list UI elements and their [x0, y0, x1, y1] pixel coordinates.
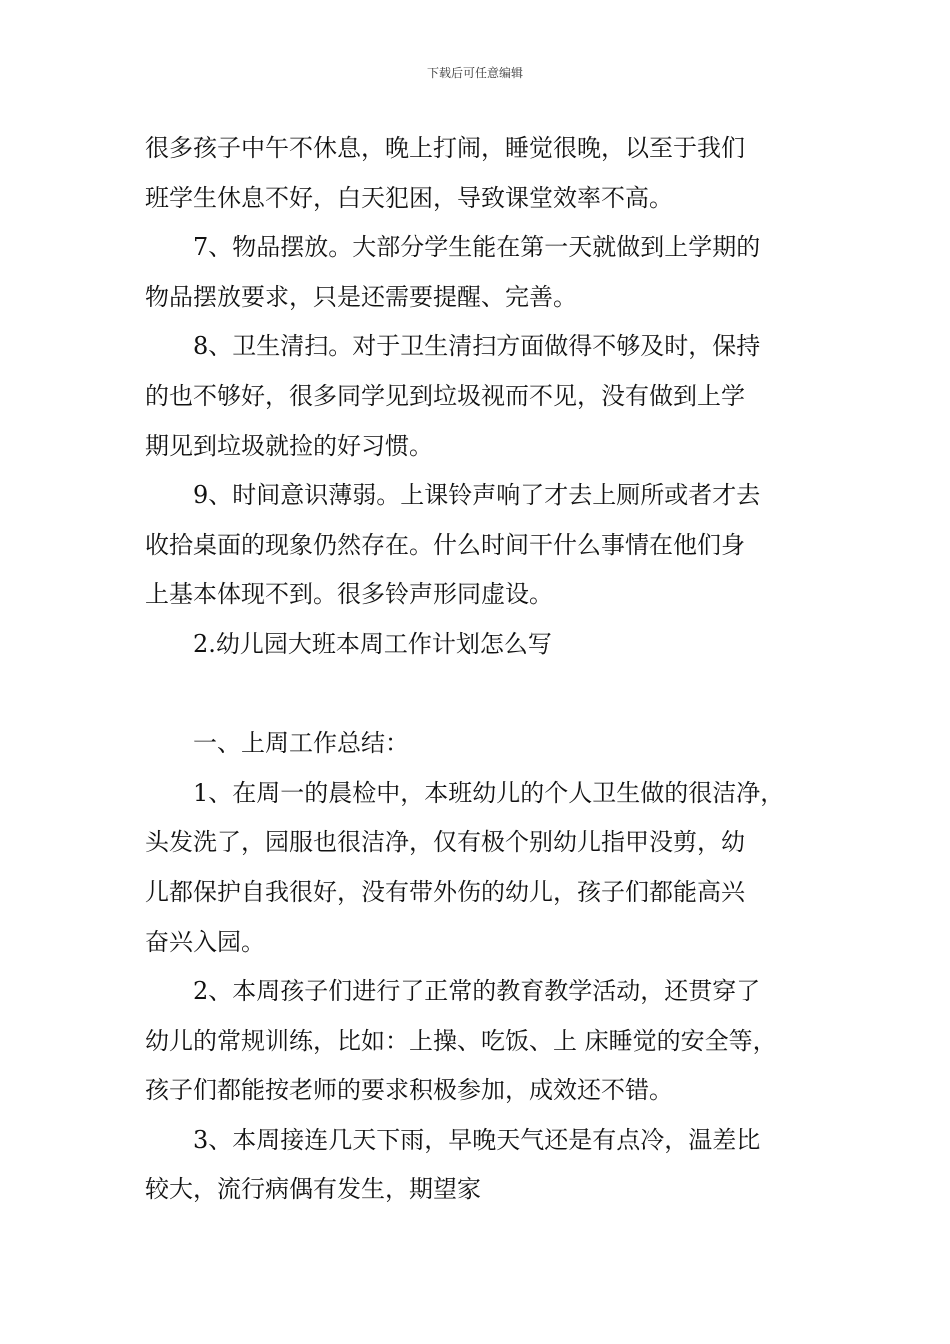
text-line: 幼儿的常规训练，比如：上操、吃饭、上 床睡觉的安全等， — [145, 1026, 777, 1055]
paragraph-item-9: 9、时间意识薄弱。上课铃声响了才去上厕所或者才去 — [193, 481, 761, 510]
text-line: 头发洗了，园服也很洁净，仅有极个别幼儿指甲没剪，幼 — [145, 828, 745, 857]
text-line: 物品摆放要求，只是还需要提醒、完善。 — [145, 282, 577, 311]
paragraph-item-7: 7、物品摆放。大部分学生能在第一天就做到上学期的 — [193, 233, 761, 262]
document-body — [145, 124, 815, 1215]
paragraph-item-8: 8、卫生清扫。对于卫生清扫方面做得不够及时，保持 — [193, 332, 761, 361]
text-line: 较大，流行病偶有发生，期望家 — [145, 1175, 481, 1204]
text-line: 收拾桌面的现象仍然存在。什么时间干什么事情在他们身 — [145, 530, 745, 559]
page-header: 下载后可任意编辑 — [426, 66, 523, 80]
text-line: 儿都保护自我很好，没有带外伤的幼儿，孩子们都能高兴 — [145, 877, 745, 906]
text-line: 期见到垃圾就捡的好习惯。 — [145, 431, 433, 460]
text-line: 很多孩子中午不休息，晚上打闹，睡觉很晚，以至于我们 — [145, 134, 745, 162]
section-heading: 2.幼儿园大班本周工作计划怎么写 — [193, 629, 552, 658]
text-line: 的也不够好，很多同学见到垃圾视而不见，没有做到上学 — [145, 381, 745, 410]
paragraph-item-1: 1、在周一的晨检中，本班幼儿的个人卫生做的很洁净， — [193, 778, 785, 807]
text-line: 班学生休息不好，白天犯困，导致课堂效率不高。 — [145, 183, 673, 212]
subsection-heading: 一、上周工作总结： — [193, 729, 409, 758]
blank-line — [145, 670, 815, 720]
paragraph-item-2: 2、本周孩子们进行了正常的教育教学活动，还贯穿了 — [193, 977, 761, 1006]
text-line: 上基本体现不到。很多铃声形同虚设。 — [145, 580, 553, 609]
text-line: 孩子们都能按老师的要求积极参加，成效还不错。 — [145, 1076, 673, 1105]
text-line: 奋兴入园。 — [145, 927, 265, 956]
paragraph-item-3: 3、本周接连几天下雨，早晚天气还是有点冷，温差比 — [193, 1125, 761, 1154]
